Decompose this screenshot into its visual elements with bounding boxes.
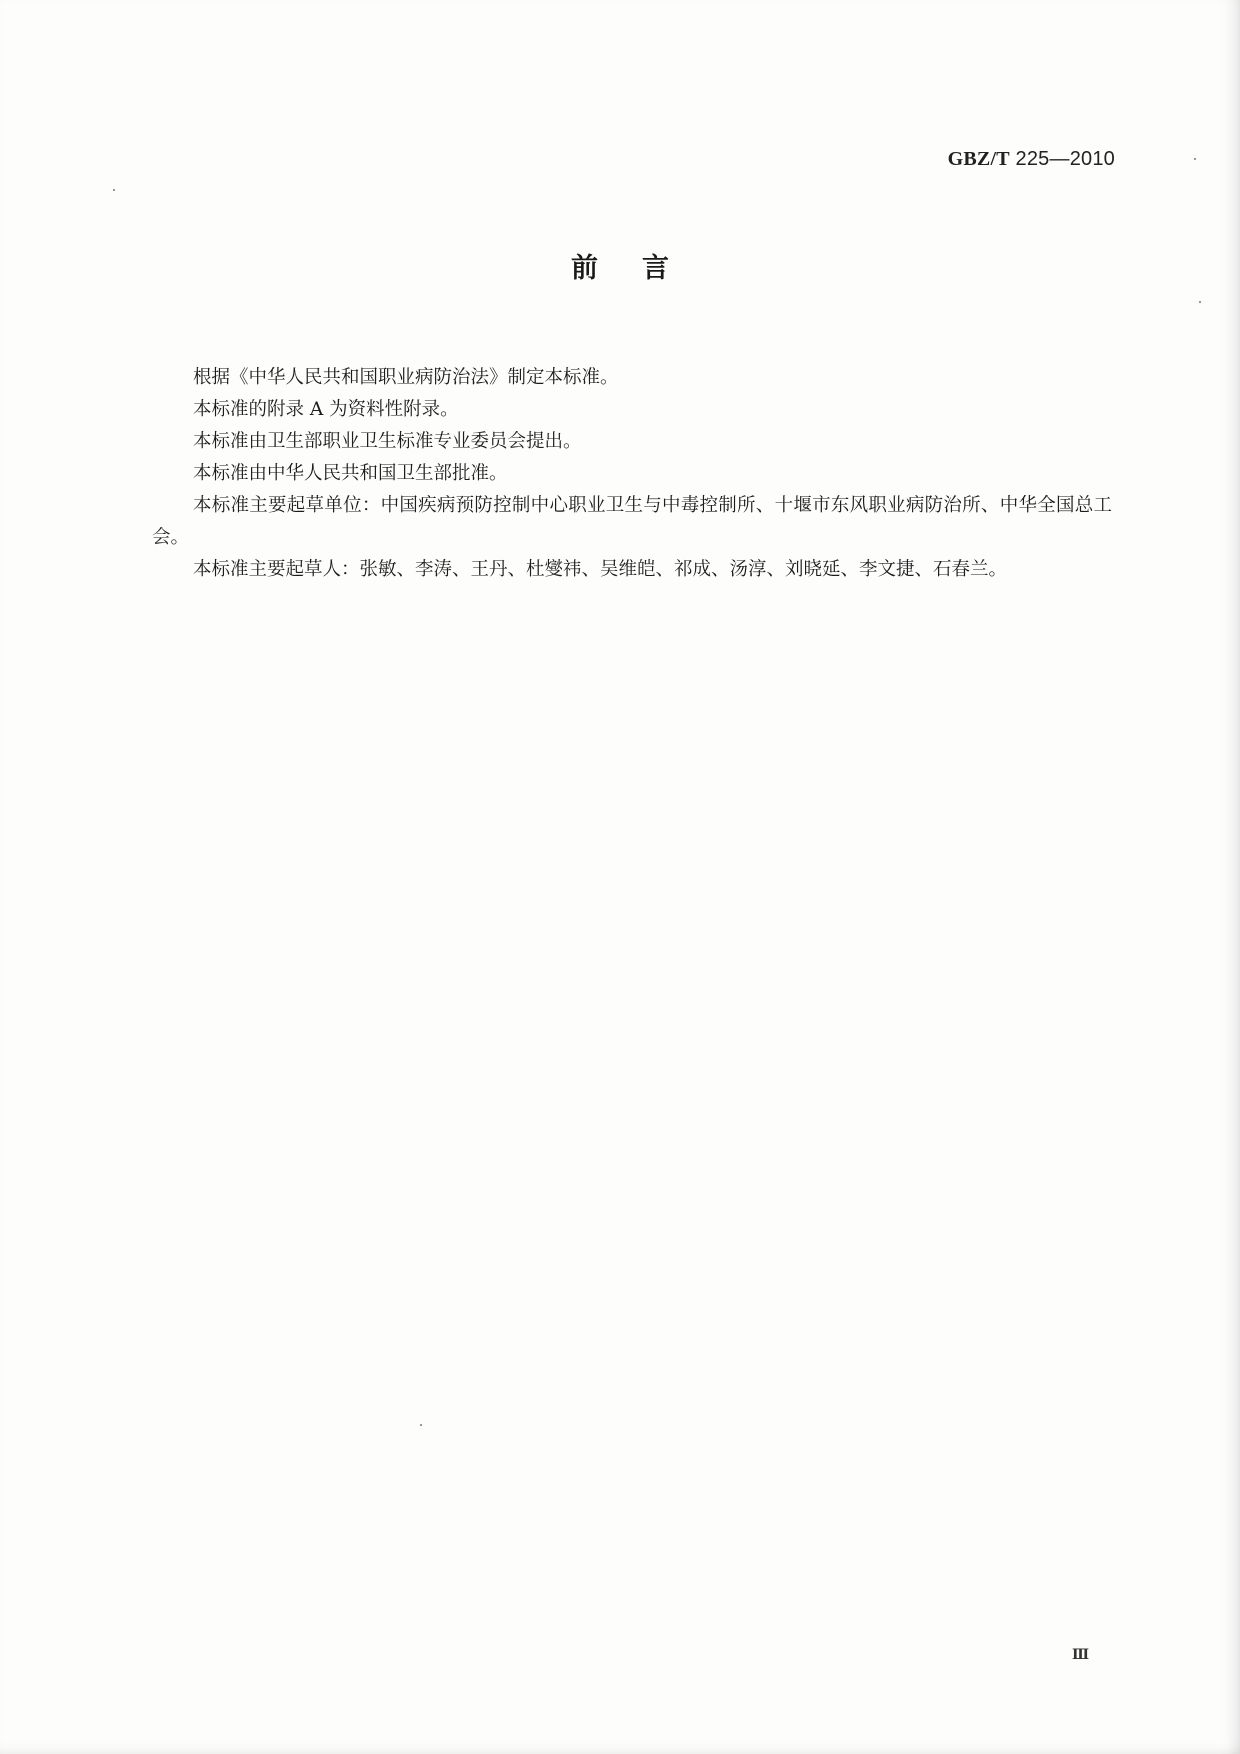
foreword-body (152, 362, 1112, 586)
paragraph-approved-by: 本标准由中华人民共和国卫生部批准。 (193, 463, 508, 484)
page-title: 前言 (571, 253, 713, 284)
paragraph-proposed-by: 本标准由卫生部职业卫生标准专业委员会提出。 (193, 431, 582, 452)
scan-speck (113, 189, 115, 191)
scan-speck (1194, 158, 1196, 160)
paragraph-legal-basis: 根据《中华人民共和国职业病防治法》制定本标准。 (193, 367, 619, 388)
standard-code-prefix: GBZ/T (947, 148, 1010, 170)
scan-speck (1199, 301, 1201, 303)
paragraph-appendix: 本标准的附录 A 为资料性附录。 (193, 399, 459, 420)
scan-speck (420, 1424, 422, 1426)
page-number: Ⅲ (1072, 1648, 1090, 1663)
standard-code-number: 225—2010 (1009, 148, 1115, 170)
paragraph-drafting-units: 本标准主要起草单位：中国疾病预防控制中心职业卫生与中毒控制所、十堰市东风职业病防治所、中华全国总工会。 (152, 495, 1112, 548)
paragraph-drafters: 本标准主要起草人：张敏、李涛、王丹、杜燮祎、吴维皑、祁成、汤淳、刘晓延、李文捷、石春兰。 (193, 559, 1008, 580)
standard-code (948, 148, 1115, 171)
